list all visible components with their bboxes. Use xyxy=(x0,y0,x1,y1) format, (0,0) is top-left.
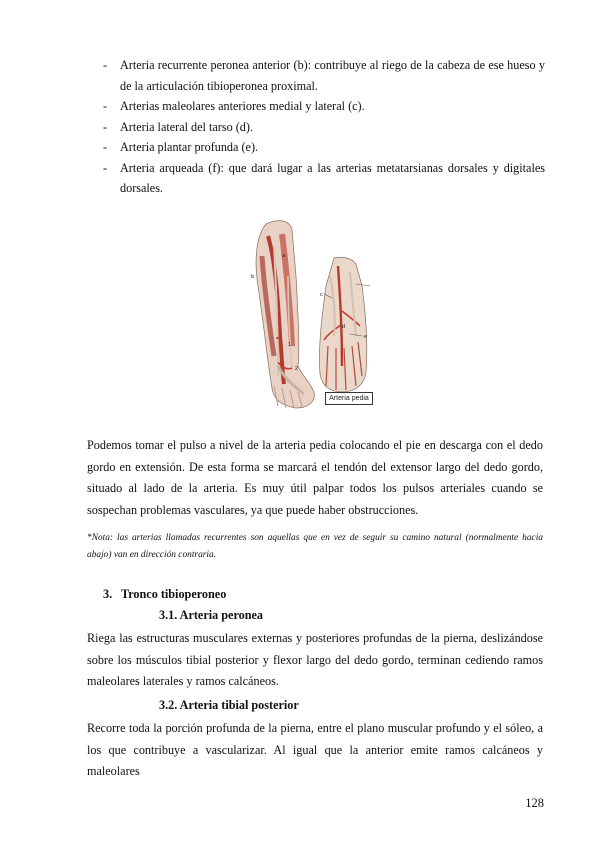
list-item: - Arteria lateral del tarso (d). xyxy=(103,117,545,138)
subsection-heading-tibial-posterior: 3.2. Arteria tibial posterior xyxy=(159,698,299,712)
list-item: - Arteria recurrente peronea anterior (b): contribuye al riego de la cabeza de ese hueso y de la articulación tibioperonea proximal. xyxy=(103,55,545,96)
subsection-heading-peronea: 3.1. Arteria peronea xyxy=(159,608,264,622)
artery-branch-list xyxy=(103,55,545,199)
footnote: *Nota: las arterias llamadas recurrentes son aquellas que en vez de seguir su camino natural (normalmente hacia abajo) van en dirección contraria. xyxy=(87,533,543,560)
figure-label-b: b xyxy=(251,274,255,280)
figure-label-d: d xyxy=(342,324,346,330)
list-item: - Arteria arqueada (f): que dará lugar a las arterias metatarsianas dorsales y digitales dorsales. xyxy=(103,158,545,199)
paragraph-pulse: Podemos tomar el pulso a nivel de la arteria pedia colocando el pie en descarga con el dedo gordo en extensión. De esta forma se marcará el tendón del extensor largo del dedo gordo, situado al lado de la arteria. Es muy útil palpar todos los pulsos arteriales cuando se sospechan problemas vasculares, ya que puede haber obstrucciones. xyxy=(87,438,543,517)
bullet-marker: - xyxy=(103,119,108,134)
figure-caption: Arteria pedia xyxy=(325,392,373,405)
leg-drawing xyxy=(256,221,314,408)
anatomical-illustration xyxy=(238,216,378,412)
section-number: 3. xyxy=(103,587,113,601)
paragraph-peronea: Riega las estructuras musculares externas y posteriores profundas de la pierna, deslizándose sobre los músculos tibial posterior y flexor largo del dedo gordo, terminan cediendo ramos maleolares laterales y ramos calcáneos. xyxy=(87,631,543,688)
section-title: Tronco tibioperoneo xyxy=(121,587,227,601)
figure-label-e: e xyxy=(364,334,368,340)
figure-label-a: a xyxy=(282,253,286,259)
section-heading xyxy=(103,587,226,602)
page-number: 128 xyxy=(525,796,544,810)
bullet-marker: - xyxy=(103,160,108,175)
figure-label-1: 1 xyxy=(288,342,292,348)
paragraph-tibial-posterior: Recorre toda la porción profunda de la pierna, entre el plano muscular profundo y el sóleo, a los que contribuye a vascularizar. Al igual que la anterior emite ramos calcáneos y maleolares xyxy=(87,721,543,778)
list-item: - Arteria plantar profunda (e). xyxy=(103,137,545,158)
figure-label-c: c xyxy=(320,292,323,298)
bullet-marker: - xyxy=(103,140,108,154)
list-item: - Arterias maleolares anteriores medial y lateral (c). xyxy=(103,96,545,117)
figure-label-2: 2 xyxy=(295,366,299,372)
bullet-marker: - xyxy=(103,58,108,72)
bullet-marker: - xyxy=(103,99,108,113)
